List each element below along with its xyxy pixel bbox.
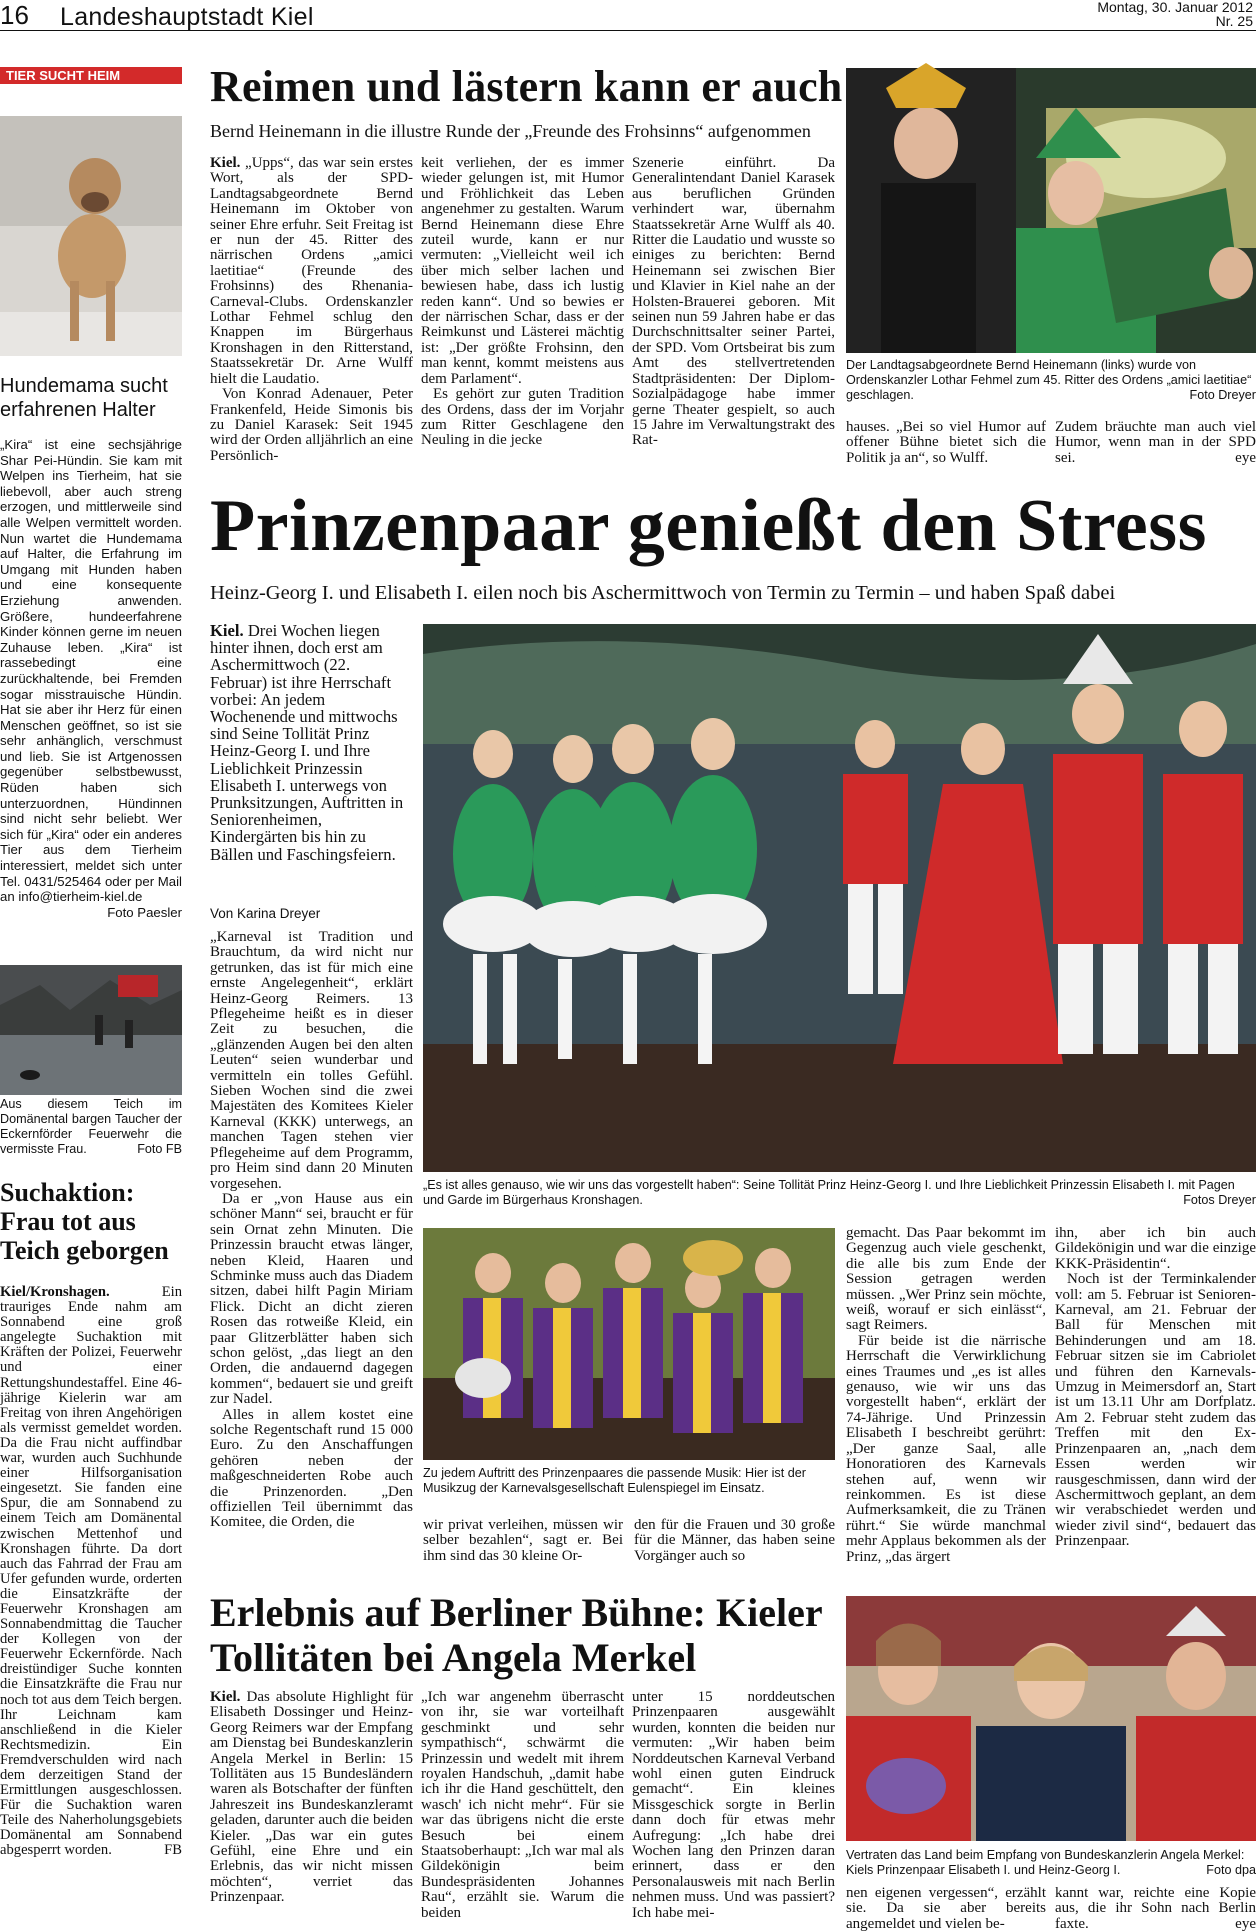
- pond-credit: Foto FB: [137, 1142, 182, 1157]
- article1-column-2: [421, 156, 624, 472]
- article2-col1-text: „Karneval ist Tradition und Brauchtum, da wird nicht nur getrunken, das ist für mich eine ernste Angelegenheit“, erklärt Heinz-Georg Reimers. 13 Pflegeheime heißt es in dieser Zeit zu besuchen, die „glänzenden Augen bei den alten Leuten“ seien wunderbar und vermitteln ein tolles Gefühl. Sieben Wochen sind die zwei Majestäten des Komitees Kieler Karneval (KKK) unterwegs, an manchen Tagen stehen vier Pflegeheime auf dem Programm, pro Heim sind dann 20 Minuten vorgesehen.: [210, 930, 413, 1192]
- article3-column-3: [632, 1690, 835, 1918]
- article1-column-3: [632, 156, 835, 472]
- article2-column-3: [634, 1518, 835, 1566]
- search-headline: Suchaktion: Frau tot aus Teich geborgen: [0, 1178, 182, 1265]
- article1-col4-text: hauses. „Bei so viel Humor auf offener Bühne bietet sich die Politik ja an“, so Wulff.: [846, 420, 1046, 466]
- article2-col5b-text: Noch ist der Terminkalender voll: am 5. Februar ist Senioren-Karneval, am 21. Februar der Ball für Menschen mit Behinderungen und am 18. Februar sitzen sie im Cabriolet und führen den Karnevals-Umzug in Meimersdorf an, Start ist um 13.11 Uhr am Dorfplatz. Am 2. Februar steht zudem das Treffen mit den Ex-Prinzenpaaren an, „nach dem Essen werden wir rausgeschmissen, dann wird der Aschermittwoch geplant, an dem wir verabschiedet werden und wieder zivil sind“, bedauert das Prinzenpaar.: [1055, 1272, 1256, 1549]
- issue-date: Montag, 30. Januar 2012: [1033, 0, 1253, 14]
- article1-col3-text: Szenerie einführt. Da Generalintendant Daniel Karasek aus beruflichen Gründen verhindert war, übernahm Staatssekretär Arne Wulff als 40. Ritter die Laudatio und wusste so einiges zu berichten: Bernd Heinemann sei zwischen Bier und Klavier in Kiel nahe an der Holsten-Brauerei geboren. Mit seinen nun 59 Jahren habe er das Durchschnittsalter seiner Partei, der SPD. Vom Ortsbeirat bis zum Amt des stellvertretenden Stadtpräsidenten: Der Diplom-Sozialpädagoge habe immer gerne Theater gespielt, so auch 15 Jahre im Verwaltungstrakt des Rat-: [632, 156, 835, 449]
- knighting-caption: [846, 358, 1256, 403]
- article3-col2-text: „Ich war angenehm überrascht von ihr, sie war vorteilhaft geschminkt und sehr sympathisch“, schwärmt die Prinzessin und wedelt mit ihrem royalen Handschuh, „damit habe ich ihr die Hand geschüttelt, den wasch' ich nicht mehr“. Für sie war das übrigens nicht die erste Besuch bei einem Staatsoberhaupt: „Ich war mal als Gildekönigin beim Bundespräsidenten Johannes Rau“, erzählt sie. Warum die beiden: [421, 1690, 624, 1921]
- pond-photo: [0, 965, 182, 1095]
- article1-credit: eye: [1235, 451, 1256, 466]
- merkel-photo: [846, 1596, 1256, 1841]
- search-credit: FB: [164, 1843, 182, 1858]
- pond-caption: [0, 1097, 182, 1157]
- article2-col4b-text: Für beide ist die närrische Herrschaft die Verwirklichung eines Traumes und „es ist alles genauso, wie wir uns das vorgestellt haben“, erklärt der 74-Jährige. Und Prinzessin Elisabeth I beschreibt gerührt: „Der ganze Saal, alle Honoratioren des Karnevals stehen auf, wenn wir reinkommen. Es ist diese Aufmerksamkeit, die zu Tränen rührt.“ Sie würde manchmal mehr Applaus bekommen als der Prinz, „das ärgert: [846, 1334, 1046, 1565]
- dog-title: Hundemama sucht erfahrenen Halter: [0, 374, 182, 422]
- article2-col1c-text: Alles in allem kostet eine solche Regentschaft rund 15 000 Euro. Zu den Anschaffungen gehören neben der maßgeschneiderten Robe auch die Prinzenorden. „Den offiziellen Teil übernimmt das Komitee, die Orden, die: [210, 1408, 413, 1531]
- page-number: 16: [0, 0, 29, 31]
- band-caption: Zu jedem Auftritt des Prinzenpaares die passende Musik: Hier ist der Musikzug der Karnevalsgesellschaft Eulenspiegel im Einsatz.: [423, 1466, 835, 1496]
- search-article: [0, 1285, 182, 1920]
- article3-column-2: [421, 1690, 624, 1918]
- search-dateline: Kiel/Kronshagen.: [0, 1284, 110, 1300]
- article1-col2-text: keit verliehen, der es immer wieder gelungen ist, mit Humor und Fröhlichkeit das Leben angenehmer zu gestalten. Warum Bernd Heinemann diese Ehre zuteil wurde, kann er nur vermuten: „Vielleicht weil ich über mich selber lachen und bewiesen habe, dass ich lustig reden kann“. Und so bewies er der närrischen Schar, dass er der Reimkunst und Lästerei mächtig ist: „Der größte Frohsinn, den man kennt, kommt meistens aus dem Parlament“.: [421, 156, 624, 387]
- article1-col1-text: „Upps“, das war sein erstes Wort, als der SPD-Landtagsabgeordnete Bernd Heinemann im Oktober von seiner Ehre erfuhr. Seit Freitag ist er nun der 45. Ritter des närrischen Ordens „amici laetitiae“ (Freunde des Frohsinns) des Rhenania-Carneval-Clubs. Ordenskanzler Lothar Fehmel schlug den Knappen im Bürgerhaus Kronshagen in den Ritterstand, Staatssekretär Dr. Arne Wulff hielt die Laudatio.: [210, 155, 413, 387]
- article1-dateline: Kiel.: [210, 155, 240, 171]
- prince-couple-caption-text: „Es ist alles genauso, wie wir uns das vorgestellt haben“: Seine Tollität Prinz Heinz-Georg I. und Ihre Lieblichkeit Prinzessin Elisabeth I. mit Pagen und Garde im Bürgerhaus Kronshagen.: [423, 1178, 1235, 1207]
- article1-col5-text: Zudem bräuchte man auch viel Humor, wenn man in der SPD sei.: [1055, 419, 1256, 466]
- article2-column-5: [1055, 1226, 1256, 1566]
- prince-couple-photo: [423, 624, 1256, 1172]
- article2-subheadline: Heinz-Georg I. und Elisabeth I. eilen noch bis Aschermittwoch von Termin zu Termin – und haben Spaß dabei: [210, 580, 1115, 606]
- article2-col1b-text: Da er „von Hause aus ein schöner Mann“ sei, braucht er für sein Ornat zehn Minuten. Die Prinzessin braucht etwas länger, neben Kleid, Haaren und Schminke muss auch das Diadem sitzen, dabei hilft Pagin Miriam Flick. Dicht an dicht zieren Rosen das rotweiße Kleid, ein paar Glitzerblätter haben sich schon gelöst, „das liegt an den Orden, die andauernd dagegen kommen“, bedauert sie und greift zur Nadel.: [210, 1192, 413, 1408]
- article3-dateline: Kiel.: [210, 1689, 240, 1705]
- band-photo: [423, 1228, 835, 1460]
- article1-col1b-text: Von Konrad Adenauer, Peter Frankenfeld, Heide Simonis bis zu Daniel Karasek: Seit 1945 wird der Orden alljährlich an eine Persönlich-: [210, 387, 413, 464]
- article1-col2b-text: Es gehört zur guten Tradition des Ordens, dass der im Vorjahr zum Ritter Geschlagene den Neuling in die jecke: [421, 387, 624, 449]
- knighting-credit: Foto Dreyer: [1190, 388, 1256, 403]
- article2-column-1: [210, 930, 413, 1566]
- article3-col1-text: Das absolute Highlight für Elisabeth Dossinger und Heinz-Georg Reimers war der Empfang am Dienstag bei Bundeskanzlerin Angela Merkel in Berlin: 15 Tollitäten aus 15 Bundesländern waren als Botschafter der fünften Jahreszeit ins Bundeskanzleramt geladen, darunter auch die beiden Kieler. „Das war ein gutes Gefühl, eine Ehre und ein Erlebnis, das wir nicht missen möchten“, verriet das Prinzenpaar.: [210, 1689, 413, 1905]
- article1-subheadline: Bernd Heinemann in die illustre Runde der „Freunde des Frohsinns“ aufgenommen: [210, 120, 811, 142]
- prince-couple-caption: [423, 1178, 1256, 1208]
- article2-column-2: [423, 1518, 623, 1566]
- knighting-photo: [846, 68, 1256, 353]
- search-body: Ein trauriges Ende nahm am Sonnabend eine groß angelegte Suchaktion mit Kräften der Polizei, Feuerwehr und einer Rettungshundestaffel. Eine 46-jährige Kielerin war am Freitag von ihren Angehörigen als vermisst gemeldet worden. Da die Frau nicht auffindbar war, wurden auch Suchhunde einer Hilfsorganisation eingesetzt. Sie fanden eine Spur, die am Sonnabend zu einem Teich am Domänental zwischen Mettenhof und Kronshagen führte. Da dort auch das Fahrrad der Frau am Ufer gefunden wurde, orderten die Einsatzkräfte der Feuerwehr Kronshagen am Sonnabendmittag die Taucher der Kollegen von der Feuerwehr Eckernförde. Nach dreistündiger Suche konnten die Einsatzkräfte die Frau nur noch tot aus dem Teich bergen. Ihr Leichnam kam anschließend in die Kieler Rechtsmedizin. Ein Fremdverschulden wird nach dem derzeitigen Stand der Ermittlungen ausgeschlossen. Für die Suchaktion waren Teile des Naherholungsgebiets Domänental am Sonnabend abgesperrt worden.: [0, 1284, 182, 1858]
- article3-column-5: [1055, 1886, 1256, 1918]
- dog-photo: [0, 116, 182, 356]
- knighting-caption-text: Der Landtagsabgeordnete Bernd Heinemann (links) wurde von Ordenskanzler Lothar Fehmel zum 45. Ritter des Ordens „amici laetitiae“ geschlagen.: [846, 358, 1251, 402]
- article3-col4-text: nen eigenen vergessen“, erzählt sie. Da sie aber bereits angemeldet und vielen be-: [846, 1886, 1046, 1932]
- article1-headline: Reimen und lästern kann er auch: [210, 62, 842, 112]
- article2-author: Von Karina Dreyer: [210, 906, 320, 921]
- sidebar-label: TIER SUCHT HEIM: [0, 67, 182, 84]
- dog-body: „Kira“ ist eine sechsjährige Shar Pei-Hündin. Sie kam mit Welpen ins Tierheim, hat sie liebevoll, aber auch streng erzogen, und mittlerweile sind alle Welpen vermittelt worden. Nun wartet die Hundemama auf Halter, die Erfahrung im Umgang mit Hunden haben und eine konsequente Erziehung anwenden. Größere, hundeerfahrene Kinder können gerne im neuen Zuhause leben. „Kira“ ist rassebedingt eine zurückhaltende, bei Fremden sogar misstrauische Hündin. Hat sie aber ihr Herz für einen Menschen geöffnet, so ist sie sehr anhänglich, verschmust und lieb. Sie ist Artgenossen gegenüber selbstbewusst, Rüden haben sich unterzuordnen, Hündinnen sind nicht sehr beliebt. Wer sich für „Kira“ oder ein anderes Tier aus dem Tierheim interessiert, meldet sich unter Tel. 0431/525464 oder per Mail an info@tierheim-kiel.de: [0, 437, 182, 904]
- merkel-caption: [846, 1848, 1256, 1878]
- pond-caption-text: Aus diesem Teich im Domänental bargen Taucher der Eckernförder Feuerwehr die vermisste Frau.: [0, 1097, 182, 1156]
- article1-column-4: [846, 420, 1046, 472]
- section-title: Landeshauptstadt Kiel: [60, 3, 314, 32]
- issue-info: [1033, 0, 1253, 28]
- header-rule: [0, 30, 1256, 31]
- prince-couple-credit: Fotos Dreyer: [1183, 1193, 1256, 1208]
- merkel-credit: Foto dpa: [1206, 1863, 1256, 1878]
- article2-lead-text: Drei Wochen liegen hinter ihnen, doch erst am Aschermittwoch (22. Februar) ist ihre Herrschaft vorbei: An jedem Wochenende und mittwochs sind Seine Tollität Prinz Heinz-Georg I. und Ihre Lieblichkeit Prinzessin Elisabeth I. unterwegs von Prunksitzungen, Auftritten in Seniorenheimen, Kindergärten bis hin zu Bällen und Faschingsfeiern.: [210, 621, 403, 864]
- article2-lead: [210, 622, 410, 863]
- article2-col4-text: gemacht. Das Paar bekommt im Gegenzug auch viele geschenkt, die alle bis zum Ende der Session getragen werden müssen. „Wer Prinz sein möchte, weiß, worauf er sich einlässt“, sagt Reimers.: [846, 1226, 1046, 1334]
- article3-headline: Erlebnis auf Berliner Bühne: Kieler Tollitäten bei Angela Merkel: [210, 1590, 830, 1680]
- article3-col3-text: unter 15 norddeutschen Prinzenpaaren ausgewählt wurden, konnten die beiden nur vermuten: „Wir haben beim Norddeutschen Karneval Verband wohl einen guten Eindruck gemacht“. Ein kleines Missgeschick sorgte in Berlin dann doch für etwas mehr Aufregung: „Ich habe drei Wochen lang den Prinzen daran erinnert, dass er den Personalausweis mit nach Berlin nehmen muss. Und was passiert? Ich habe mei-: [632, 1690, 835, 1921]
- article3-column-1: [210, 1690, 413, 1918]
- article3-col5-text: kannt war, reichte eine Kopie aus, die ihr Sohn nach Berlin faxte.: [1055, 1885, 1256, 1932]
- article1-column-5: [1055, 420, 1256, 472]
- dog-text: [0, 437, 182, 920]
- article3-credit: eye: [1235, 1917, 1256, 1932]
- article2-col3-text: den für die Frauen und 30 große für die Männer, das haben seine Vorgänger auch so: [634, 1518, 835, 1564]
- merkel-caption-text: Vertraten das Land beim Empfang von Bundeskanzlerin Angela Merkel: Kiels Prinzenpaar Elisabeth I. und Heinz-Georg I.: [846, 1848, 1244, 1877]
- article3-column-4: [846, 1886, 1046, 1918]
- article2-headline: Prinzenpaar genießt den Stress: [210, 484, 1207, 568]
- article2-col5-text: ihn, aber ich bin auch Gildekönigin und war die einzige KKK-Präsidentin“.: [1055, 1226, 1256, 1272]
- article2-dateline: Kiel.: [210, 621, 244, 640]
- dog-credit: Foto Paesler: [107, 905, 182, 921]
- issue-number: Nr. 25: [1033, 14, 1253, 28]
- article2-column-4: [846, 1226, 1046, 1566]
- article1-column-1: [210, 156, 413, 472]
- article2-col2-text: wir privat verleihen, müssen wir selber bezahlen“, sagt er. Bei ihm sind das 30 kleine Or-: [423, 1518, 623, 1564]
